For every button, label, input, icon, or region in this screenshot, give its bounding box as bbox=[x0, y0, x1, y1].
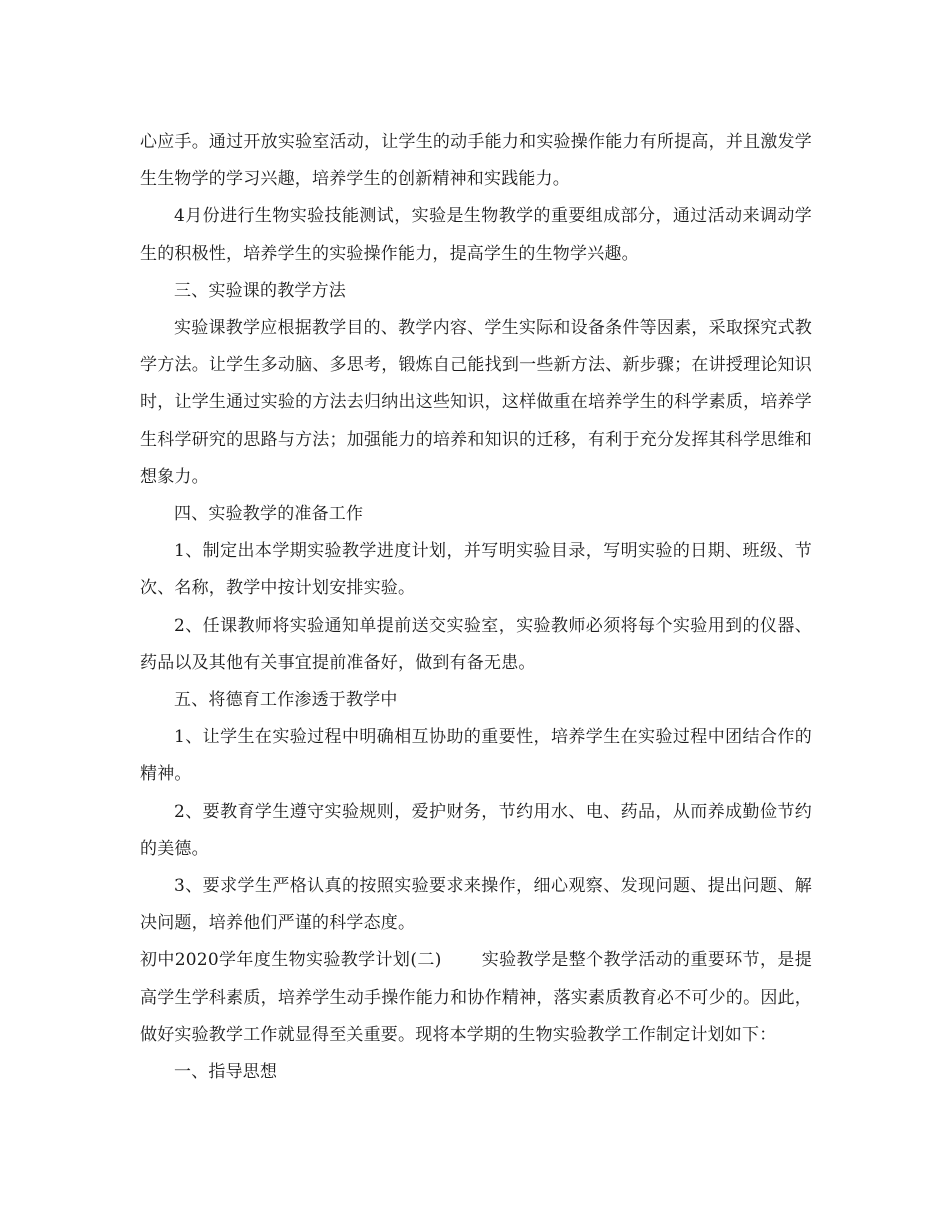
heading-teaching-method: 三、实验课的教学方法 bbox=[174, 280, 346, 301]
heading-guiding-ideology: 一、指导思想 bbox=[174, 1062, 278, 1083]
paragraph-9: 2、要教育学生遵守实验规则，爱护财务，节约用水、电、药品，从而养成勤俭节约的美德。 bbox=[140, 801, 812, 859]
heading-preparation-work: 四、实验教学的准备工作 bbox=[174, 504, 364, 525]
paragraph-6: 2、任课教师将实验通知单提前送交实验室，实验教师必须将每个实验用到的仪器、药品以及其他有关事宜提前准备好，做到有备无患。 bbox=[140, 615, 812, 673]
section-intro: 实验教学是整个教学活动的重要环节，是提高学生学科素质，培养学生动手操作能力和协作精神，落实素质教育必不可少的。因此，做好实验教学工作就显得至关重要。现将本学期的生物实验教学工作制定计划如下： bbox=[140, 950, 812, 1045]
document-body bbox=[140, 124, 812, 1091]
section-title: 初中2020学年度生物实验教学计划(二) bbox=[140, 950, 442, 971]
paragraph-3: 实验课教学应根据教学目的、教学内容、学生实际和设备条件等因素，采取探究式教学方法。让学生多动脑、多思考，锻炼自己能找到一些新方法、新步骤；在讲授理论知识时，让学生通过实验的方法去归纳出这些知识，这样做重在培养学生的科学素质，培养学生科学研究的思路与方法；加强能力的培养和知识的迁移，有利于充分发挥其科学思维和想象力。 bbox=[140, 318, 812, 487]
paragraph-5: 1、制定出本学期实验教学进度计划，并写明实验目录，写明实验的日期、班级、节次、名称，教学中按计划安排实验。 bbox=[140, 541, 812, 599]
section-title-paragraph bbox=[140, 942, 812, 1054]
paragraph-1: 4月份进行生物实验技能测试，实验是生物教学的重要组成部分，通过活动来调动学生的积极性，培养学生的实验操作能力，提高学生的生物学兴趣。 bbox=[140, 206, 812, 264]
paragraph-8: 1、让学生在实验过程中明确相互协助的重要性，培养学生在实验过程中团结合作的精神。 bbox=[140, 727, 812, 785]
heading-moral-education: 五、将德育工作渗透于教学中 bbox=[174, 690, 398, 711]
paragraph-10: 3、要求学生严格认真的按照实验要求来操作，细心观察、发现问题、提出问题、解决问题，培养他们严谨的科学态度。 bbox=[140, 876, 812, 934]
paragraph-0: 心应手。通过开放实验室活动，让学生的动手能力和实验操作能力有所提高，并且激发学生生物学的学习兴趣，培养学生的创新精神和实践能力。 bbox=[140, 132, 812, 190]
